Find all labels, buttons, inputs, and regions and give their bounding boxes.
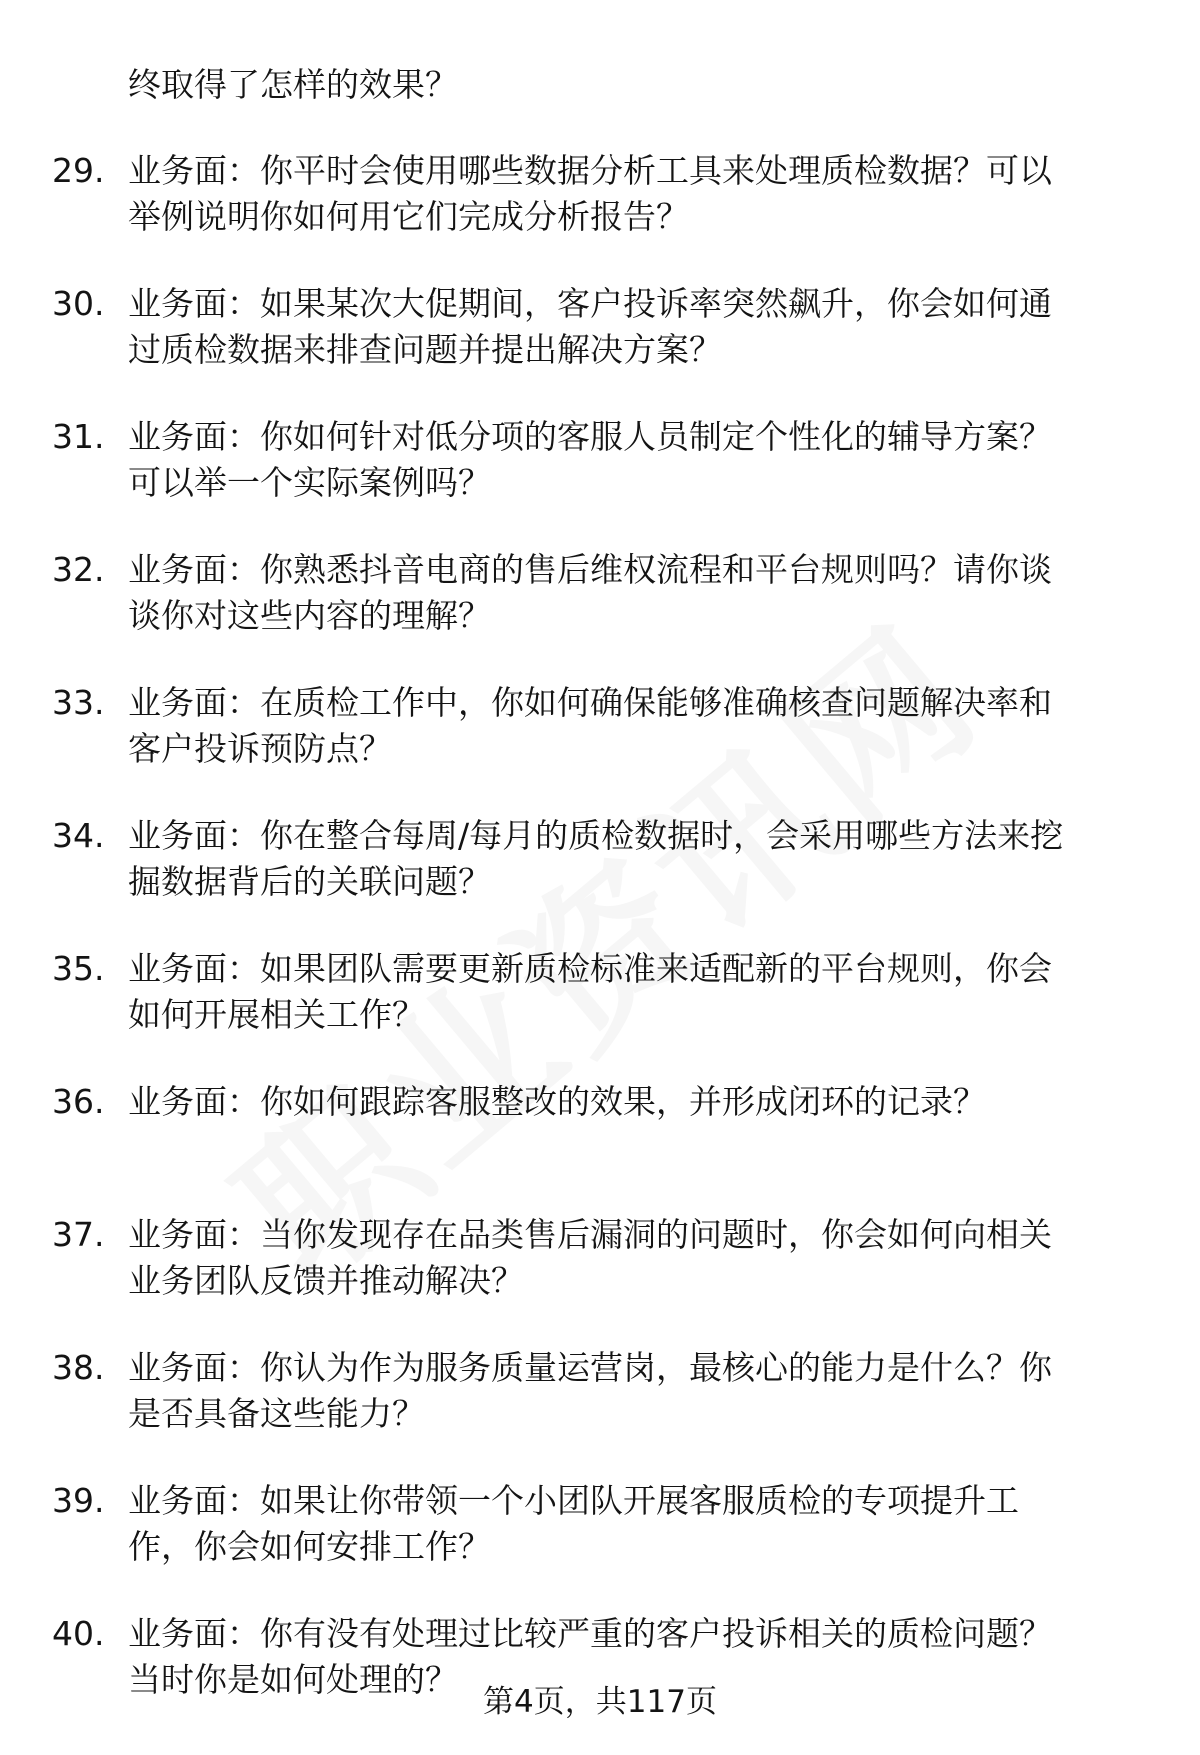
question-text: 业务面：你在整合每周/每月的质检数据时，会采用哪些方法来挖 掘数据背后的关联问题？ <box>128 816 1064 901</box>
question-text: 业务面：你熟悉抖音电商的售后维权流程和平台规则吗？请你谈 谈你对这些内容的理解？ <box>128 550 1052 635</box>
question-text: 业务面：如果某次大促期间，客户投诉率突然飙升，你会如何通 过质检数据来排查问题并提出解决方案？ <box>128 284 1052 369</box>
question-item-40 <box>52 1611 1162 1744</box>
question-item-29 <box>52 148 1162 281</box>
question-number: 30. <box>52 284 105 323</box>
question-number: 38. <box>52 1348 105 1387</box>
question-text: 业务面：你认为作为服务质量运营岗，最核心的能力是什么？你 是否具备这些能力？ <box>128 1348 1052 1433</box>
question-number: 32. <box>52 550 105 589</box>
question-text: 业务面：你有没有处理过比较严重的客户投诉相关的质检问题？ 当时你是如何处理的？ <box>128 1614 1052 1699</box>
question-number: 36. <box>52 1082 105 1121</box>
question-number: 34. <box>52 816 105 855</box>
question-item-38 <box>52 1345 1162 1478</box>
question-text: 业务面：你如何跟踪客服整改的效果，并形成闭环的记录？ <box>128 1082 986 1121</box>
page-footer: 第4页，共117页 <box>483 1684 717 1720</box>
question-item-36 <box>52 1079 1162 1212</box>
question-number: 33. <box>52 683 105 722</box>
question-number: 31. <box>52 417 105 456</box>
question-item-35 <box>52 946 1162 1079</box>
question-text: 业务面：在质检工作中，你如何确保能够准确核查问题解决率和 客户投诉预防点？ <box>128 683 1052 768</box>
question-item-32 <box>52 547 1162 680</box>
question-item-31 <box>52 414 1162 547</box>
question-item-33 <box>52 680 1162 813</box>
question-text: 业务面：你如何针对低分项的客服人员制定个性化的辅导方案？ 可以举一个实际案例吗？ <box>128 417 1052 502</box>
question-number: 37. <box>52 1215 105 1254</box>
question-text: 业务面：你平时会使用哪些数据分析工具来处理质检数据？可以 举例说明你如何用它们完成分析报告？ <box>128 151 1052 236</box>
question-text: 业务面：如果团队需要更新质检标准来适配新的平台规则，你会 如何开展相关工作？ <box>128 949 1052 1034</box>
question-number: 40. <box>52 1614 105 1653</box>
question-item-39 <box>52 1478 1162 1611</box>
question-text: 业务面：如果让你带领一个小团队开展客服质检的专项提升工 作，你会如何安排工作？ <box>128 1481 1019 1566</box>
question-text: 业务面：当你发现存在品类售后漏洞的问题时，你会如何向相关 业务团队反馈并推动解决？ <box>128 1215 1052 1300</box>
question-number: 35. <box>52 949 105 988</box>
question-item-37 <box>52 1212 1162 1345</box>
question-number: 39. <box>52 1481 105 1520</box>
continued-question-text: 终取得了怎样的效果？ <box>128 65 458 104</box>
question-list <box>52 148 1162 1744</box>
question-item-30 <box>52 281 1162 414</box>
question-item-34 <box>52 813 1162 946</box>
question-number: 29. <box>52 151 105 190</box>
